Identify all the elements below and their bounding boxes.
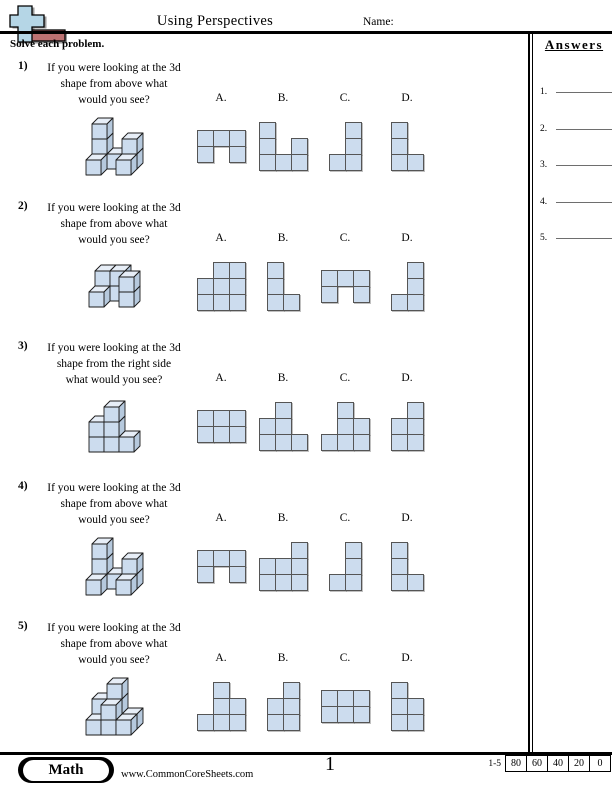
- score-box-40: 40: [547, 755, 569, 772]
- option-grid-shape: [197, 410, 246, 443]
- question-line: If you were looking at the 3d: [47, 62, 181, 74]
- grid-cell: [197, 294, 214, 311]
- grid-cell: [197, 426, 214, 443]
- grid-cell: [197, 130, 214, 147]
- grid-cell: [407, 278, 424, 295]
- grid-cell: [391, 418, 408, 435]
- option-grid-shape: [329, 122, 362, 171]
- option-grid-shape: [197, 130, 246, 163]
- option-label-a: A.: [215, 652, 227, 664]
- score-box-80: 80: [505, 755, 527, 772]
- grid-cell: [267, 698, 284, 715]
- grid-cell: [213, 714, 230, 731]
- option-label-b: B.: [277, 232, 289, 244]
- problem-block-1: [0, 56, 528, 196]
- cube-figure: [44, 674, 184, 738]
- answer-slot-3: [540, 154, 610, 172]
- option-labels-row: [190, 512, 438, 524]
- answer-option-b: [252, 396, 314, 456]
- name-label: Name:: [363, 16, 394, 28]
- grid-cell: [267, 262, 284, 279]
- subject-badge-label: Math: [23, 760, 109, 781]
- grid-cell: [275, 402, 292, 419]
- grid-cell: [391, 154, 408, 171]
- grid-cell: [345, 138, 362, 155]
- cube-figure: [44, 114, 184, 178]
- grid-cell: [391, 434, 408, 451]
- answer-option-c: [314, 396, 376, 456]
- grid-cell: [337, 418, 354, 435]
- grid-cell: [291, 154, 308, 171]
- grid-cell: [197, 714, 214, 731]
- grid-cell: [259, 122, 276, 139]
- option-label-b: B.: [277, 372, 289, 384]
- subject-badge: [18, 757, 114, 783]
- option-label-d: D.: [401, 372, 413, 384]
- question-line: shape from above what: [60, 638, 168, 650]
- grid-cell: [345, 122, 362, 139]
- option-shapes-row: [190, 256, 438, 316]
- option-shapes-row: [190, 676, 438, 736]
- grid-cell: [283, 714, 300, 731]
- grid-cell: [337, 690, 354, 707]
- problem-question: [36, 60, 192, 108]
- problem-question: [36, 200, 192, 248]
- grid-cell: [259, 434, 276, 451]
- grid-cell: [197, 566, 214, 583]
- problem-question: [36, 620, 192, 668]
- grid-cell: [353, 434, 370, 451]
- grid-cell: [275, 574, 292, 591]
- answer-option-a: [190, 536, 252, 596]
- grid-cell: [229, 278, 246, 295]
- grid-cell: [213, 262, 230, 279]
- option-label-c: C.: [339, 512, 351, 524]
- option-label-b: B.: [277, 652, 289, 664]
- option-grid-shape: [267, 262, 300, 311]
- grid-cell: [229, 426, 246, 443]
- grid-cell: [197, 550, 214, 567]
- grid-cell: [337, 706, 354, 723]
- score-range-label: 1-5: [488, 758, 501, 769]
- grid-cell: [321, 706, 338, 723]
- answer-option-c: [314, 256, 376, 316]
- option-shapes-row: [190, 396, 438, 456]
- grid-cell: [291, 434, 308, 451]
- option-label-a: A.: [215, 232, 227, 244]
- option-label-d: D.: [401, 92, 413, 104]
- question-line: shape from above what: [60, 218, 168, 230]
- grid-cell: [229, 410, 246, 427]
- grid-cell: [391, 122, 408, 139]
- grid-cell: [329, 154, 346, 171]
- option-grid-shape: [197, 550, 246, 583]
- grid-cell: [213, 550, 230, 567]
- answer-option-b: [252, 256, 314, 316]
- answer-slot-2: [540, 118, 610, 136]
- option-label-a: A.: [215, 512, 227, 524]
- grid-cell: [353, 706, 370, 723]
- option-grid-shape: [391, 402, 424, 451]
- grid-cell: [275, 558, 292, 575]
- page-number: 1: [325, 753, 335, 775]
- answer-blank-line[interactable]: [556, 202, 612, 203]
- option-shapes-row: [190, 536, 438, 596]
- cube-figure: [44, 534, 184, 598]
- cube-figure-svg: [85, 537, 144, 596]
- problem-block-3: [0, 336, 528, 476]
- answer-option-d: [376, 536, 438, 596]
- score-box-0: 0: [589, 755, 611, 772]
- grid-cell: [283, 294, 300, 311]
- problem-question: [36, 480, 192, 528]
- answer-blank-line[interactable]: [556, 165, 612, 166]
- grid-cell: [283, 682, 300, 699]
- cube-figure: [44, 394, 184, 458]
- problem-number: 2): [18, 200, 28, 212]
- grid-cell: [275, 418, 292, 435]
- grid-cell: [353, 690, 370, 707]
- answer-slot-4: [540, 191, 610, 209]
- grid-cell: [197, 410, 214, 427]
- option-grid-shape: [321, 270, 370, 303]
- grid-cell: [321, 270, 338, 287]
- answers-panel-divider: [532, 31, 533, 752]
- grid-cell: [345, 558, 362, 575]
- grid-cell: [229, 698, 246, 715]
- grid-cell: [259, 154, 276, 171]
- grid-cell: [213, 698, 230, 715]
- grid-cell: [259, 418, 276, 435]
- question-line: would you see?: [78, 234, 150, 246]
- grid-cell: [407, 574, 424, 591]
- option-label-b: B.: [277, 512, 289, 524]
- option-label-a: A.: [215, 92, 227, 104]
- grid-cell: [407, 418, 424, 435]
- website-link[interactable]: www.CommonCoreSheets.com: [121, 769, 254, 780]
- grid-cell: [229, 130, 246, 147]
- answer-option-d: [376, 676, 438, 736]
- grid-cell: [229, 146, 246, 163]
- grid-cell: [353, 418, 370, 435]
- grid-cell: [329, 574, 346, 591]
- option-grid-shape: [329, 542, 362, 591]
- answer-slot-number: 4.: [540, 196, 548, 207]
- question-line: If you were looking at the 3d: [47, 622, 181, 634]
- cube-figure-svg: [88, 400, 141, 453]
- option-label-c: C.: [339, 372, 351, 384]
- answer-option-d: [376, 116, 438, 176]
- option-label-c: C.: [339, 92, 351, 104]
- option-grid-shape: [259, 122, 308, 171]
- option-labels-row: [190, 232, 438, 244]
- question-line: If you were looking at the 3d: [47, 342, 181, 354]
- grid-cell: [321, 690, 338, 707]
- grid-cell: [267, 714, 284, 731]
- question-line: shape from the right side: [56, 358, 172, 370]
- grid-cell: [391, 574, 408, 591]
- problem-number: 3): [18, 340, 28, 352]
- option-labels-row: [190, 652, 438, 664]
- grid-cell: [337, 402, 354, 419]
- instruction-text: Solve each problem.: [10, 38, 105, 50]
- answer-slot-1: [540, 81, 610, 99]
- grid-cell: [391, 714, 408, 731]
- answer-option-a: [190, 396, 252, 456]
- grid-cell: [321, 286, 338, 303]
- answers-panel: [528, 31, 612, 752]
- option-grid-shape: [259, 402, 308, 451]
- grid-cell: [229, 714, 246, 731]
- grid-cell: [259, 558, 276, 575]
- answer-option-a: [190, 116, 252, 176]
- option-grid-shape: [197, 682, 246, 731]
- score-box-20: 20: [568, 755, 590, 772]
- cube-figure-svg: [85, 677, 144, 736]
- grid-cell: [259, 574, 276, 591]
- grid-cell: [291, 138, 308, 155]
- score-table: [488, 755, 611, 772]
- grid-cell: [291, 574, 308, 591]
- answer-option-a: [190, 256, 252, 316]
- answer-blank-line[interactable]: [556, 92, 612, 93]
- answer-slot-5: [540, 227, 610, 245]
- option-grid-shape: [259, 542, 308, 591]
- grid-cell: [275, 434, 292, 451]
- grid-cell: [213, 682, 230, 699]
- score-box-60: 60: [526, 755, 548, 772]
- answer-slot-number: 5.: [540, 233, 548, 243]
- answer-option-c: [314, 536, 376, 596]
- answer-option-c: [314, 116, 376, 176]
- problem-block-2: [0, 196, 528, 336]
- cube-figure-svg: [85, 117, 144, 176]
- answer-slot-number: 3.: [540, 160, 548, 170]
- answer-slot-number: 1.: [540, 87, 548, 97]
- grid-cell: [337, 434, 354, 451]
- grid-cell: [337, 270, 354, 287]
- option-grid-shape: [267, 682, 300, 731]
- grid-cell: [197, 278, 214, 295]
- answer-blank-line[interactable]: [556, 238, 612, 239]
- option-label-d: D.: [401, 652, 413, 664]
- grid-cell: [259, 138, 276, 155]
- grid-cell: [407, 294, 424, 311]
- page-title: Using Perspectives: [156, 13, 274, 29]
- grid-cell: [353, 270, 370, 287]
- problem-number: 1): [18, 60, 28, 72]
- grid-cell: [213, 278, 230, 295]
- question-line: shape from above what: [60, 78, 168, 90]
- grid-cell: [407, 434, 424, 451]
- option-grid-shape: [391, 262, 424, 311]
- grid-cell: [353, 286, 370, 303]
- problem-number: 5): [18, 620, 28, 632]
- grid-cell: [391, 294, 408, 311]
- problem-block-5: [0, 616, 528, 756]
- grid-cell: [321, 434, 338, 451]
- grid-cell: [391, 558, 408, 575]
- question-line: would you see?: [78, 94, 150, 106]
- answer-option-d: [376, 396, 438, 456]
- grid-cell: [391, 698, 408, 715]
- grid-cell: [267, 278, 284, 295]
- grid-cell: [345, 542, 362, 559]
- option-labels-row: [190, 372, 438, 384]
- option-label-c: C.: [339, 652, 351, 664]
- answer-option-d: [376, 256, 438, 316]
- option-label-d: D.: [401, 512, 413, 524]
- grid-cell: [291, 542, 308, 559]
- grid-cell: [391, 682, 408, 699]
- grid-cell: [345, 574, 362, 591]
- grid-cell: [213, 294, 230, 311]
- question-line: If you were looking at the 3d: [47, 482, 181, 494]
- option-grid-shape: [197, 262, 246, 311]
- problem-block-4: [0, 476, 528, 616]
- grid-cell: [275, 154, 292, 171]
- question-line: would you see?: [78, 514, 150, 526]
- option-label-b: B.: [277, 92, 289, 104]
- grid-cell: [229, 566, 246, 583]
- grid-cell: [213, 426, 230, 443]
- grid-cell: [229, 294, 246, 311]
- question-line: If you were looking at the 3d: [47, 202, 181, 214]
- answer-option-b: [252, 676, 314, 736]
- option-label-d: D.: [401, 232, 413, 244]
- grid-cell: [229, 550, 246, 567]
- grid-cell: [197, 146, 214, 163]
- option-label-a: A.: [215, 372, 227, 384]
- question-line: would you see?: [78, 654, 150, 666]
- cube-figure: [44, 254, 184, 318]
- answer-option-c: [314, 676, 376, 736]
- option-grid-shape: [391, 542, 424, 591]
- answer-option-b: [252, 116, 314, 176]
- option-grid-shape: [391, 682, 424, 731]
- problem-question: [36, 340, 192, 388]
- grid-cell: [391, 542, 408, 559]
- option-grid-shape: [321, 690, 370, 723]
- question-line: what would you see?: [65, 374, 163, 386]
- option-labels-row: [190, 92, 438, 104]
- grid-cell: [407, 402, 424, 419]
- option-label-c: C.: [339, 232, 351, 244]
- answers-title: Answers: [544, 37, 604, 52]
- grid-cell: [283, 698, 300, 715]
- grid-cell: [213, 130, 230, 147]
- answer-option-a: [190, 676, 252, 736]
- grid-cell: [407, 262, 424, 279]
- answer-option-b: [252, 536, 314, 596]
- cube-figure-svg: [88, 264, 141, 308]
- grid-cell: [407, 154, 424, 171]
- grid-cell: [267, 294, 284, 311]
- option-shapes-row: [190, 116, 438, 176]
- option-grid-shape: [391, 122, 424, 171]
- problem-number: 4): [18, 480, 28, 492]
- grid-cell: [213, 410, 230, 427]
- grid-cell: [291, 558, 308, 575]
- grid-cell: [407, 714, 424, 731]
- answer-slot-number: 2.: [540, 123, 548, 134]
- grid-cell: [391, 138, 408, 155]
- grid-cell: [229, 262, 246, 279]
- answer-blank-line[interactable]: [556, 129, 612, 130]
- grid-cell: [407, 698, 424, 715]
- header-rule: [0, 31, 612, 34]
- option-grid-shape: [321, 402, 370, 451]
- grid-cell: [345, 154, 362, 171]
- question-line: shape from above what: [60, 498, 168, 510]
